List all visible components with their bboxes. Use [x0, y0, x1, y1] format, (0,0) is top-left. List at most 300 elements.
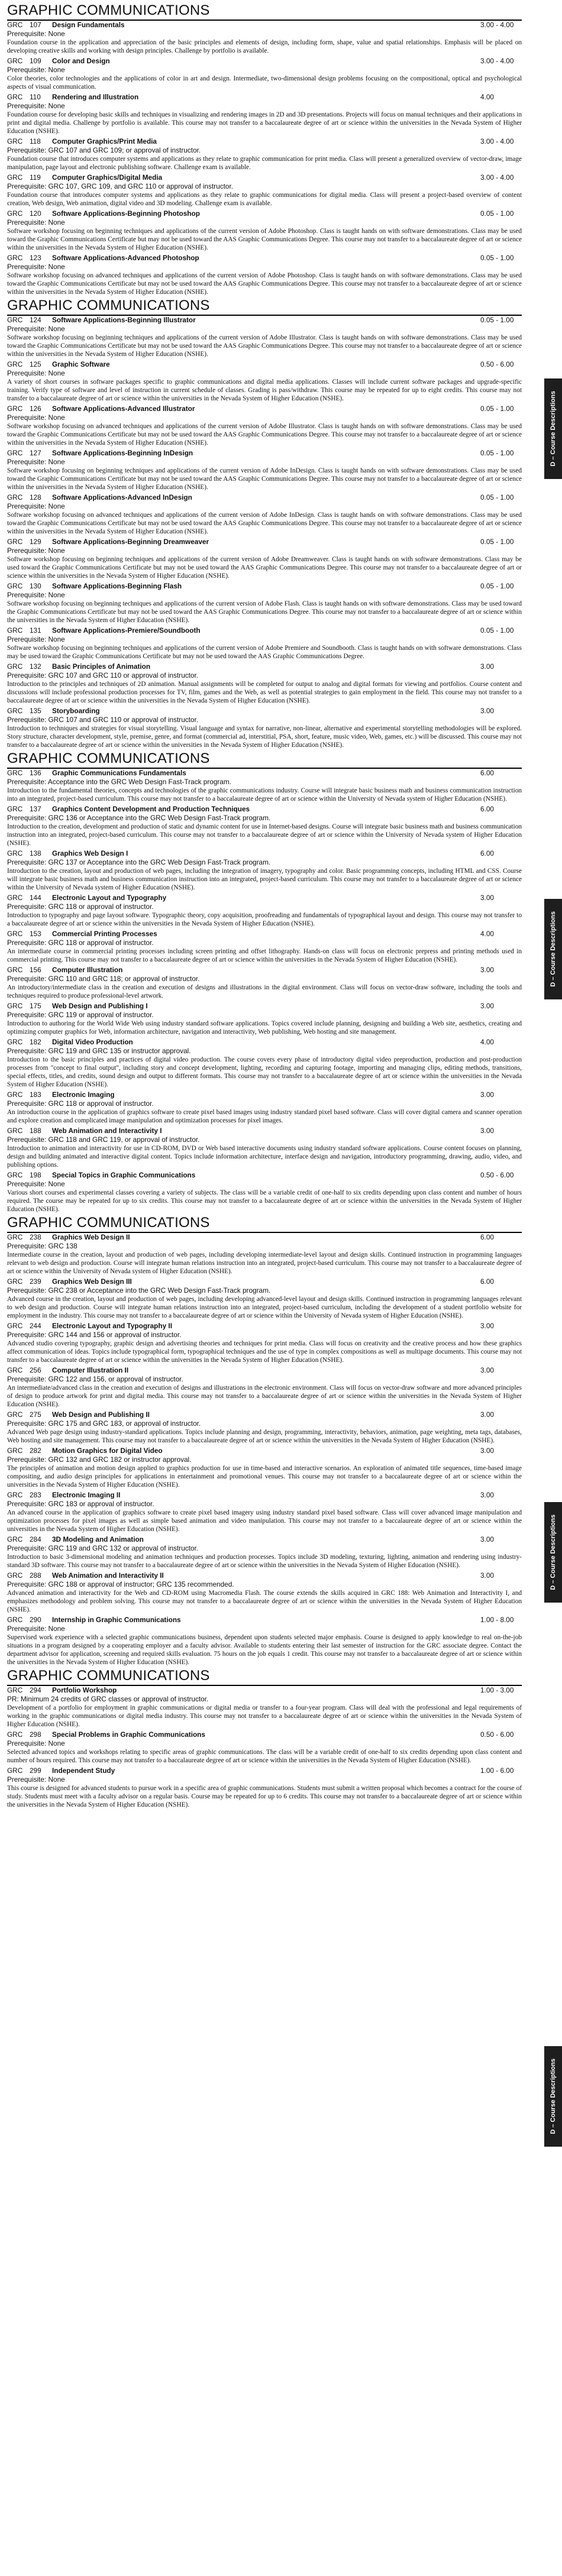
course-entry [7, 626, 522, 661]
course-description: Foundation course that introduces computer systems and applications as they relate to graphic communication for print media. Class will present a generalized overview of vector-draw, image manipulation, page layout and electronic publishing software. Challenge exam is available. [7, 156, 522, 171]
course-number: 107 [30, 21, 41, 29]
section-title: GRAPHIC COMMUNICATIONS [7, 1, 522, 21]
course-credits: 4.00 [480, 93, 494, 101]
course-entry [7, 93, 522, 135]
course-number: 125 [30, 360, 41, 368]
course-description: Software workshop focusing on beginning techniques and applications of the current version of Adobe Flash. Class is taught hands on with software demonstrations. Class may be used toward the Graphic Communications Certificate but may not be used toward the AAS Graphic Communications Degree. This course may not transfer to a baccalaureate degree of art or science within the universities in the Nevada System of Higher Education (NSHE). [7, 600, 522, 624]
course-prerequisite: Prerequisite: None [7, 1775, 65, 1784]
course-credits: 3.00 [480, 1491, 494, 1499]
course-number: 239 [30, 1277, 41, 1286]
course-number: 283 [30, 1491, 41, 1499]
course-title: Storyboarding [52, 707, 100, 715]
course-number: 132 [30, 662, 41, 671]
course-title: Color and Design [52, 57, 110, 65]
course-header [7, 849, 522, 858]
course-header [7, 1366, 522, 1375]
course-prerequisite: Prerequisite: GRC 107 and GRC 110 or approval of instructor. [7, 671, 199, 679]
catalog-section [7, 1213, 522, 1666]
course-entry [7, 662, 522, 705]
course-number: 299 [30, 1766, 41, 1775]
course-entry [7, 493, 522, 536]
course-subject: GRC [7, 582, 23, 590]
course-prerequisite: Prerequisite: None [7, 502, 65, 510]
course-catalog [7, 1, 522, 1809]
catalog-section [7, 749, 522, 1213]
course-credits: 6.00 [480, 805, 494, 813]
course-prerequisite: Prerequisite: GRC 122 and 156, or approval of instructor. [7, 1375, 183, 1383]
course-number: 298 [30, 1730, 41, 1739]
course-title: Special Problems in Graphic Communications [52, 1730, 205, 1739]
course-number: 183 [30, 1090, 41, 1099]
course-description: Foundation course in the application and appreciation of the basic principles and elements of design, including form, shape, value and spatial relationships. Emphasis will be placed on developing creative skills and working with design principles. Challenge by portfolio is available. [7, 39, 522, 54]
course-description: Introduction to techniques and strategies for visual storytelling. Visual language and syntax for narrative, non-linear, alternative and experimental storytelling methodologies will be explored. Story structure, character development, style, premise, genre, and format (commercial ad, interstitial, PSA, short, feature, music video, Web, games, etc.) will be discussed. This course may not transfer to a baccalaureate degree of art or science within the universities in the Nevada System of Higher Education (NSHE). [7, 725, 522, 749]
course-subject: GRC [7, 1171, 23, 1179]
course-entry [7, 1002, 522, 1036]
course-description: Advanced course in the creation, layout and production of web pages, including developing advanced-level layout and design skills. Continued instruction in programming languages relevant to web design and production. Course will integrate human relations instruction into an integrated, project-based curriculum, including the development of a student portfolio website for employment in the industry. This course may not transfer to a baccalaureate degree of art or science within the University of Nevada system of Higher Education (NSHE). [7, 1296, 522, 1319]
course-header [7, 1410, 522, 1419]
side-tab-1 [544, 378, 562, 479]
course-title: Basic Principles of Animation [52, 662, 151, 671]
course-subject: GRC [7, 1366, 23, 1374]
course-subject: GRC [7, 57, 23, 65]
course-subject: GRC [7, 1616, 23, 1624]
course-credits: 3.00 [480, 1410, 494, 1419]
course-title: Computer Graphics/Digital Media [52, 173, 163, 182]
course-credits: 3.00 [480, 1090, 494, 1099]
course-number: 284 [30, 1535, 41, 1543]
course-entry [7, 57, 522, 91]
course-subject: GRC [7, 137, 23, 145]
course-number: 144 [30, 894, 41, 902]
course-description: Various short courses and experimental classes covering a variety of subjects. The class will be a variable credit of one-half to six credits depending upon class content and number of hours required. The course may be repeated for up to six credits. This course may not transfer to a baccalaureate degree of art or science within the universities in the Nevada System of Higher Education (NSHE). [7, 1189, 522, 1213]
course-header [7, 1535, 522, 1544]
course-credits: 3.00 [480, 894, 494, 902]
course-prerequisite: Prerequisite: GRC 183 or approval of instructor. [7, 1500, 154, 1508]
course-prerequisite: Prerequisite: GRC 144 and 156 or approval of instructor. [7, 1331, 182, 1339]
course-description: Software workshop focusing on beginning techniques and applications of the current version of Adobe Premiere and Soundbooth. Class is taught hands on with software demonstrations. Class may be used toward the Graphic Communications Certificate but may not be used toward the AAS Graphic Communications Degree. [7, 645, 522, 660]
course-header [7, 966, 522, 975]
course-header [7, 316, 522, 325]
course-prerequisite: Prerequisite: GRC 107, GRC 109, and GRC 110 or approval of instructor. [7, 182, 234, 190]
course-entry [7, 769, 522, 803]
course-subject: GRC [7, 254, 23, 262]
course-header [7, 626, 522, 635]
course-description: Advanced studio covering typography, graphic design and advertising theories and techniques for print media. Class will focus on creativity and the creative process and how these graphics affect communication of ideas. Topics include typographical form, typographical techniques and the use of type in complex compositions as well as multipage documents. This course may not transfer to a baccalaureate degree of art or science within the universities in the Nevada System of Higher Education (NSHE). [7, 1340, 522, 1364]
course-title: Web Design and Publishing II [52, 1410, 150, 1419]
course-description: Advanced animation and interactivity for the Web and CD-ROM using Macromedia Flash. The course extends the skills acquired in GRC 188: Web Animation and Interactivity I, and emphasizes methodology and problem solving. This course may not transfer to a baccalaureate degree of art or science within the universities in the Nevada System of Higher Education (NSHE). [7, 1590, 522, 1613]
course-title: Portfolio Workshop [52, 1686, 117, 1694]
course-prerequisite: Prerequisite: GRC 119 or approval of instructor. [7, 1011, 154, 1019]
course-header [7, 1233, 522, 1242]
course-description: Foundation course for developing basic skills and techniques in visualizing and rendering images in 2D and 3D presentations. Projects will focus on manual techniques and their applications in print and digital media. Challenge by portfolio is available. This course may not transfer to a baccalaureate degree of art or science within the universities in the Nevada System of Higher Education (NSHE). [7, 111, 522, 135]
course-subject: GRC [7, 209, 23, 218]
course-credits: 3.00 [480, 1571, 494, 1580]
course-header [7, 1322, 522, 1331]
course-header [7, 404, 522, 413]
course-credits: 0.50 - 6.00 [480, 360, 514, 368]
course-title: Software Applications-Advanced Illustrator [52, 404, 195, 413]
course-title: Graphics Web Design III [52, 1277, 132, 1286]
course-title: Graphic Communications Fundamentals [52, 769, 186, 777]
course-header [7, 894, 522, 902]
course-subject: GRC [7, 1127, 23, 1135]
course-header [7, 1171, 522, 1180]
course-header [7, 1277, 522, 1286]
course-header [7, 21, 522, 30]
course-header [7, 1090, 522, 1099]
course-prerequisite: Prerequisite: GRC 136 or Acceptance into the GRC Web Design Fast-Track program. [7, 814, 271, 822]
course-title: Software Applications-Beginning Photoshop [52, 209, 200, 218]
course-header [7, 93, 522, 102]
course-description: Software workshop focusing on advanced techniques and applications of the current version of Adobe Illustrator. Class is taught hands on with software demonstrations. Class may be used toward the Graphic Communications Certificate but may not be used toward the AAS Graphic Communications Degree. This course may not transfer to a baccalaureate degree of art or science within the universities in the Nevada System of Higher Education (NSHE). [7, 423, 522, 446]
course-header [7, 57, 522, 66]
course-credits: 4.00 [480, 930, 494, 938]
course-subject: GRC [7, 316, 23, 324]
section-title: GRAPHIC COMMUNICATIONS [7, 296, 522, 316]
course-subject: GRC [7, 538, 23, 546]
course-subject: GRC [7, 805, 23, 813]
course-credits: 3.00 [480, 1446, 494, 1455]
course-number: 282 [30, 1446, 41, 1455]
course-number: 288 [30, 1571, 41, 1580]
course-number: 124 [30, 316, 41, 324]
course-description: The principles of animation and motion design applied to graphics production for use in time-based and interactive scenarios. An exploration of animated title sequences, time-based image compositing, and audio design principles for applications in entertainment and promotional venues. This course may not transfer to a baccalaureate degree of art or science within the universities in the Nevada System of Higher Education (NSHE). [7, 1465, 522, 1488]
course-entry [7, 137, 522, 171]
side-tab-2 [544, 899, 562, 999]
course-prerequisite: Prerequisite: Acceptance into the GRC Web Design Fast-Track program. [7, 778, 231, 786]
course-prerequisite: Prerequisite: None [7, 30, 65, 38]
course-title: Design Fundamentals [52, 21, 125, 29]
course-title: Electronic Imaging [52, 1090, 115, 1099]
course-title: Electronic Imaging II [52, 1491, 121, 1499]
course-number: 126 [30, 404, 41, 413]
course-title: Graphics Web Design II [52, 1233, 130, 1241]
course-entry [7, 1277, 522, 1320]
course-prerequisite: Prerequisite: GRC 188 or approval of instructor; GRC 135 recommended. [7, 1580, 234, 1588]
course-number: 118 [30, 137, 41, 145]
course-entry [7, 1171, 522, 1213]
course-entry [7, 1038, 522, 1089]
course-description: Introduction to authoring for the World Wide Web using industry standard software applications. Topics covered include planning, designing and building a Web site, aesthetics, creating and optimizing computer graphics for Web, information architecture, navigation and interactivity, Web publishing, Web hosting and site management. [7, 1020, 522, 1035]
course-credits: 1.00 - 3.00 [480, 1686, 514, 1694]
course-header [7, 1571, 522, 1580]
course-prerequisite: Prerequisite: None [7, 591, 65, 599]
course-number: 119 [30, 173, 41, 182]
course-subject: GRC [7, 493, 23, 501]
course-description: A variety of short courses in software packages specific to graphic communications and digital media applications. Classes will include current software packages and upgrade-specific training. Verify type of software and level of instruction in current schedule of classes. Grading is pass/withdraw. This course may be repeated for up to eight credits. This course may not transfer to a baccalaureate degree of art or science within the universities in the Nevada System of Higher Education (NSHE). [7, 378, 522, 402]
course-number: 153 [30, 930, 41, 938]
course-description: Selected advanced topics and workshops relating to specific areas of graphic communications. The class will be a variable credit of one-half to six credits depending upon class content and number of hours required. This course may not transfer to a baccalaureate degree of art or science within the universities in the Nevada System of Higher Education (NSHE). [7, 1749, 522, 1764]
course-credits: 6.00 [480, 1233, 494, 1241]
course-description: An introduction course in the application of graphics software to create pixel based images using industry standard pixel based software. Class will cover digital camera and scanner operation and explore creation and complicated image manipulation and optimization processes for pixel images. [7, 1109, 522, 1124]
course-title: Graphics Web Design I [52, 849, 128, 857]
course-description: Intermediate course in the creation, layout and production of web pages, including developing intermediate-level layout and design skills. Continued instruction in programming languages relevant to web design and production. Course will integrate human relations instruction into an integrated, project-based curriculum. This course may not transfer to a baccalaureate degree of art or science within the University of Nevada system of Higher Education (NSHE). [7, 1251, 522, 1275]
course-title: Electronic Layout and Typography II [52, 1322, 172, 1330]
course-description: Introduction to the fundamental theories, concepts and technologies of the graphic communications industry. Course will integrate basic business math and business communication instruction into an integrated, project-based curriculum. This course may not transfer to a baccalaureate degree of art or science within the University of Nevada system of Higher Education (NSHE). [7, 787, 522, 802]
course-credits: 3.00 [480, 662, 494, 671]
course-subject: GRC [7, 1090, 23, 1099]
course-prerequisite: Prerequisite: GRC 118 or approval of instructor. [7, 902, 154, 911]
course-header [7, 1766, 522, 1775]
course-prerequisite: Prerequisite: None [7, 369, 65, 377]
course-number: 182 [30, 1038, 41, 1046]
course-prerequisite: Prerequisite: None [7, 263, 65, 271]
course-number: 130 [30, 582, 41, 590]
course-title: Electronic Layout and Typography [52, 894, 167, 902]
course-prerequisite: Prerequisite: GRC 238 or Acceptance into the GRC Web Design Fast-Track program. [7, 1286, 271, 1295]
course-subject: GRC [7, 662, 23, 671]
course-prerequisite: Prerequisite: GRC 118 or approval of instructor. [7, 939, 154, 947]
side-tab-label: D – Course Descriptions [550, 2059, 557, 2134]
course-number: 138 [30, 849, 41, 857]
course-subject: GRC [7, 1233, 23, 1241]
course-title: Commercial Printing Processes [52, 930, 157, 938]
course-subject: GRC [7, 849, 23, 857]
course-number: 127 [30, 449, 41, 457]
course-entry [7, 894, 522, 928]
course-credits: 3.00 [480, 1366, 494, 1374]
course-credits: 0.05 - 1.00 [480, 209, 514, 218]
course-header [7, 662, 522, 671]
course-subject: GRC [7, 360, 23, 368]
course-subject: GRC [7, 1766, 23, 1775]
course-description: Introduction to the basic principles and practices of digital video production. The course covers every phase of introductory digital video preproduction, production and post-production processes from "concept to final output", including story and concept development, lighting, recording and capturing footage, importing and managing clips, editing methods, transitions, special effects, titles, and credits, sound design and output to different formats. This course may not transfer to a baccalaureate degree of art or science within the universities in the Nevada System of Higher Education (NSHE). [7, 1056, 522, 1088]
course-subject: GRC [7, 707, 23, 715]
course-title: Software Applications-Beginning Flash [52, 582, 182, 590]
course-prerequisite: Prerequisite: None [7, 218, 65, 226]
course-description: Development of a portfolio for employment in graphic communications or digital media or transfer to a four-year program. Class will deal with the professional and legal requirements of working in the graphic communications or digital media industry. This course may not transfer to a baccalaureate degree of art or science within the universities in the Nevada System of Higher Education (NSHE). [7, 1704, 522, 1728]
course-entry [7, 21, 522, 55]
course-description: An introductory/intermediate class in the creation and execution of designs and illustrations in the digital environment. Class will focus on vector-draw software, including the tools and techniques required to produce professional-level artwork. [7, 984, 522, 999]
course-title: Web Design and Publishing I [52, 1002, 148, 1010]
course-header [7, 1491, 522, 1500]
course-credits: 3.00 [480, 1322, 494, 1330]
course-entry [7, 1322, 522, 1364]
course-description: Introduction to the principles and techniques of 2D animation. Manual assignments will be completed for output to analog and digital formats for viewing and portfolios. Course content and discussions will include professional production processes for TV, film, games and the Web, as well as potential strategies to gain employment in the field. This course may not transfer to a baccalaureate degree of art or science within the universities in the Nevada System of Higher Education (NSHE). [7, 681, 522, 704]
course-credits: 0.05 - 1.00 [480, 538, 514, 546]
course-number: 275 [30, 1410, 41, 1419]
course-credits: 0.50 - 6.00 [480, 1171, 514, 1179]
course-prerequisite: Prerequisite: GRC 118 and GRC 119, or approval of instructor. [7, 1135, 200, 1144]
course-subject: GRC [7, 1491, 23, 1499]
catalog-section [7, 1666, 522, 1809]
course-header [7, 360, 522, 369]
course-prerequisite: Prerequisite: GRC 175 and GRC 183, or approval of instructor. [7, 1419, 201, 1428]
course-description: An intermediate course in commercial printing processes including screen printing and offset lithography. Hands-on class will focus on electronic prepress and printing methods used in commercial printing. This course may not transfer to a baccalaureate degree of art or science within the universities in the Nevada System of Higher Education (NSHE). [7, 948, 522, 963]
course-title: Computer Graphics/Print Media [52, 137, 157, 145]
course-entry [7, 849, 522, 892]
course-credits: 3.00 [480, 707, 494, 715]
course-description: Introduction to basic 3-dimensional modeling and animation techniques and production processes. Topics include 3D modeling, texturing, lighting, animation and rendering using industry-standard 3D software. This course may not transfer to a baccalaureate degree of art or science within the universities in the Nevada System of Higher Education (NSHE). [7, 1554, 522, 1569]
course-entry [7, 1127, 522, 1169]
course-credits: 6.00 [480, 849, 494, 857]
course-number: 120 [30, 209, 41, 218]
course-description: Software workshop focusing on beginning techniques and applications of the current version of Adobe Photoshop. Class is taught hands on with software demonstrations. Class may be used toward the Graphic Communications Certificate but may not be used toward the AAS Graphic Communications Degree. This course may not transfer to a baccalaureate degree of art or science within the universities in the Nevada System of Higher Education (NSHE). [7, 228, 522, 251]
course-title: Software Applications-Premiere/Soundbooth [52, 626, 201, 635]
course-entry [7, 1491, 522, 1533]
course-entry [7, 966, 522, 1000]
course-number: 123 [30, 254, 41, 262]
course-description: Introduction to the creation, layout and production of web pages, including the integration of imagery, typography and color. Basic programming concepts, including HTML and CSS. Course will integrate basic business math and business communication instruction into an integrated, project-based curriculum. This course may not transfer to a baccalaureate degree of art or science within the University of Nevada system of Higher Education (NSHE). [7, 868, 522, 891]
course-entry [7, 1535, 522, 1569]
course-description: Software workshop focusing on beginning techniques and applications of the current version of Adobe Illustrator. Class is taught hands on with software demonstrations. Class may be used toward the Graphic Communications Certificate but may not be used toward the AAS Graphic Communications Degree. This course may not transfer to a baccalaureate degree of art or science within the universities in the Nevada System of Higher Education (NSHE). [7, 334, 522, 358]
course-number: 136 [30, 769, 41, 777]
course-header [7, 582, 522, 591]
course-entry [7, 805, 522, 847]
course-title: 3D Modeling and Animation [52, 1535, 144, 1543]
course-title: Graphics Content Development and Production Techniques [52, 805, 250, 813]
course-subject: GRC [7, 1410, 23, 1419]
course-prerequisite: Prerequisite: GRC 107 and GRC 109; or approval of instructor. [7, 146, 201, 154]
course-prerequisite: Prerequisite: None [7, 635, 65, 643]
course-entry [7, 1730, 522, 1765]
course-title: Software Applications-Beginning Illustrator [52, 316, 196, 324]
course-header [7, 1686, 522, 1695]
course-entry [7, 1233, 522, 1276]
side-tab-label: D – Course Descriptions [550, 911, 557, 987]
course-title: Software Applications-Beginning Dreamweaver [52, 538, 209, 546]
course-description: Color theories, color technologies and the applications of color in art and design. Intermediate, two-dimensional design problems focusing on the compositional, optical and psychological aspects of visual communication. [7, 75, 522, 90]
course-title: Web Animation and Interactivity I [52, 1127, 162, 1135]
course-prerequisite: PR: Minimum 24 credits of GRC classes or approval of instructor. [7, 1695, 209, 1703]
course-credits: 3.00 - 4.00 [480, 137, 514, 145]
course-prerequisite: Prerequisite: None [7, 102, 65, 110]
course-entry [7, 1686, 522, 1729]
course-description: Software workshop focusing on beginning techniques and applications of the current version of Adobe Dreamweaver. Class is taught hands on with software demonstrations. Class may be used toward the Graphic Communications Certificate but may not be used toward the AAS Graphic Communications Degree. This course may not transfer to a baccalaureate degree of art or science within the universities in the Nevada System of Higher Education (NSHE). [7, 556, 522, 580]
course-prerequisite: Prerequisite: None [7, 1739, 65, 1747]
course-title: Software Applications-Advanced Photoshop [52, 254, 199, 262]
course-credits: 1.00 - 8.00 [480, 1616, 514, 1624]
course-title: Internship in Graphic Communications [52, 1616, 181, 1624]
course-number: 137 [30, 805, 41, 813]
course-title: Web Animation and Interactivity II [52, 1571, 164, 1580]
course-prerequisite: Prerequisite: GRC 119 and GRC 135 or instructor approval. [7, 1047, 191, 1055]
course-description: Introduction to typography and page layout software. Typographic theory, copy acquisition, proofreading and fundamentals of typographical layout and design. This course may not transfer to a baccalaureate degree of art or science within the universities in the Nevada System of Higher Education (NSHE). [7, 912, 522, 927]
course-description: Introduction to animation and interactivity for use in CD-ROM, DVD or Web based interactive documents using industry standard software applications. Course content focuses on planning, design and building animated and interactive digital content. Topics include information architecture, interface design and navigation, introductory programming, drawing, audio, video, and publishing options. [7, 1145, 522, 1169]
course-entry [7, 582, 522, 624]
course-prerequisite: Prerequisite: None [7, 66, 65, 74]
course-header [7, 254, 522, 263]
course-entry [7, 1446, 522, 1489]
course-header [7, 769, 522, 778]
side-tab-label: D – Course Descriptions [550, 391, 557, 467]
course-entry [7, 1410, 522, 1445]
course-credits: 3.00 - 4.00 [480, 57, 514, 65]
course-subject: GRC [7, 769, 23, 777]
course-subject: GRC [7, 1322, 23, 1330]
course-header [7, 1730, 522, 1739]
course-subject: GRC [7, 173, 23, 182]
course-number: 129 [30, 538, 41, 546]
course-number: 109 [30, 57, 41, 65]
course-number: 244 [30, 1322, 41, 1330]
course-credits: 0.05 - 1.00 [480, 493, 514, 501]
section-title: GRAPHIC COMMUNICATIONS [7, 749, 522, 769]
course-title: Special Topics in Graphic Communications [52, 1171, 196, 1179]
course-title: Graphic Software [52, 360, 110, 368]
course-header [7, 1616, 522, 1624]
course-credits: 6.00 [480, 769, 494, 777]
course-subject: GRC [7, 1446, 23, 1455]
course-entry [7, 538, 522, 580]
course-subject: GRC [7, 93, 23, 101]
course-prerequisite: Prerequisite: GRC 110 and GRC 118; or approval of instructor. [7, 975, 200, 983]
course-number: 290 [30, 1616, 41, 1624]
course-title: Software Applications-Advanced InDesign [52, 493, 192, 501]
catalog-section [7, 1, 522, 296]
course-number: 175 [30, 1002, 41, 1010]
course-number: 294 [30, 1686, 41, 1694]
course-credits: 3.00 [480, 1535, 494, 1543]
course-subject: GRC [7, 1730, 23, 1739]
course-entry [7, 1090, 522, 1125]
course-entry [7, 404, 522, 447]
course-credits: 0.50 - 6.00 [480, 1730, 514, 1739]
course-header [7, 805, 522, 814]
course-subject: GRC [7, 1571, 23, 1580]
course-credits: 3.00 [480, 966, 494, 974]
course-subject: GRC [7, 1277, 23, 1286]
course-prerequisite: Prerequisite: GRC 119 and GRC 132 or approval of instructor. [7, 1544, 199, 1552]
course-description: An advanced course in the application of graphics software to create pixel based imagery using industry standard pixel based software. Class will cover advanced image manipulation and optimization processes for pixel images as well as simple based animation and video manipulation. This course may not transfer to a baccalaureate degree of art or science within the universities in the Nevada System of Higher Education (NSHE). [7, 1509, 522, 1533]
section-title: GRAPHIC COMMUNICATIONS [7, 1213, 522, 1233]
course-number: 198 [30, 1171, 41, 1179]
course-number: 256 [30, 1366, 41, 1374]
course-subject: GRC [7, 1002, 23, 1010]
course-description: Foundation course that introduces computer systems and applications as they relate to graphic communications for digital media. Class will present a project-based overview of content creation, Web design, Web animation, digital video and 3D modeling. Challenge exam is available. [7, 192, 522, 207]
course-title: Rendering and Illustration [52, 93, 139, 101]
course-header [7, 1038, 522, 1047]
course-subject: GRC [7, 1038, 23, 1046]
course-subject: GRC [7, 1686, 23, 1694]
course-credits: 0.05 - 1.00 [480, 316, 514, 324]
course-title: Digital Video Production [52, 1038, 133, 1046]
section-title: GRAPHIC COMMUNICATIONS [7, 1666, 522, 1686]
course-prerequisite: Prerequisite: None [7, 1624, 65, 1633]
course-prerequisite: Prerequisite: None [7, 458, 65, 466]
course-credits: 0.05 - 1.00 [480, 582, 514, 590]
course-entry [7, 1766, 522, 1809]
course-credits: 1.00 - 6.00 [480, 1766, 514, 1775]
course-number: 128 [30, 493, 41, 501]
course-prerequisite: Prerequisite: GRC 132 and GRC 182 or instructor approval. [7, 1455, 192, 1464]
course-entry [7, 707, 522, 749]
course-credits: 3.00 [480, 1002, 494, 1010]
course-entry [7, 930, 522, 964]
course-credits: 3.00 - 4.00 [480, 173, 514, 182]
course-subject: GRC [7, 966, 23, 974]
course-description: Advanced Web page design using industry-standard applications. Topics include planning and design, programming, interactivity, behaviors, animation, page weighting, meta tags, databases, Web hosting and site management. This course may not transfer to a baccalaureate degree of art or science within the universities in the Nevada System of Higher Education (NSHE). [7, 1429, 522, 1444]
course-header [7, 209, 522, 218]
course-header [7, 538, 522, 546]
course-credits: 0.05 - 1.00 [480, 254, 514, 262]
course-subject: GRC [7, 21, 23, 29]
side-tab-4 [544, 2046, 562, 2147]
course-description: Software workshop focusing on advanced techniques and applications of the current version of Adobe Photoshop. Class is taught hands on with software demonstrations. Class may be used toward the Graphic Communications Certificate but may not be used toward the AAS Graphic Communications Degree. This course may not transfer to a baccalaureate degree of art or science within the universities in the Nevada System of Higher Education (NSHE). [7, 272, 522, 296]
course-title: Computer Illustration II [52, 1366, 129, 1374]
course-credits: 0.05 - 1.00 [480, 404, 514, 413]
course-header [7, 1002, 522, 1011]
course-credits: 0.05 - 1.00 [480, 626, 514, 635]
course-entry [7, 449, 522, 491]
course-title: Software Applications-Beginning InDesign [52, 449, 193, 457]
course-subject: GRC [7, 930, 23, 938]
course-prerequisite: Prerequisite: None [7, 325, 65, 333]
course-number: 131 [30, 626, 41, 635]
course-credits: 3.00 - 4.00 [480, 21, 514, 29]
course-header [7, 173, 522, 182]
course-description: Software workshop focusing on beginning techniques and applications of the current version of Adobe InDesign. Class is taught hands on with software demonstrations. Class may be used toward the Graphic Communications Certificate but may not be used toward the AAS Graphic Communications Degree. This course may not transfer to a baccalaureate degree of art or science within the universities in the Nevada System of Higher Education (NSHE). [7, 467, 522, 491]
